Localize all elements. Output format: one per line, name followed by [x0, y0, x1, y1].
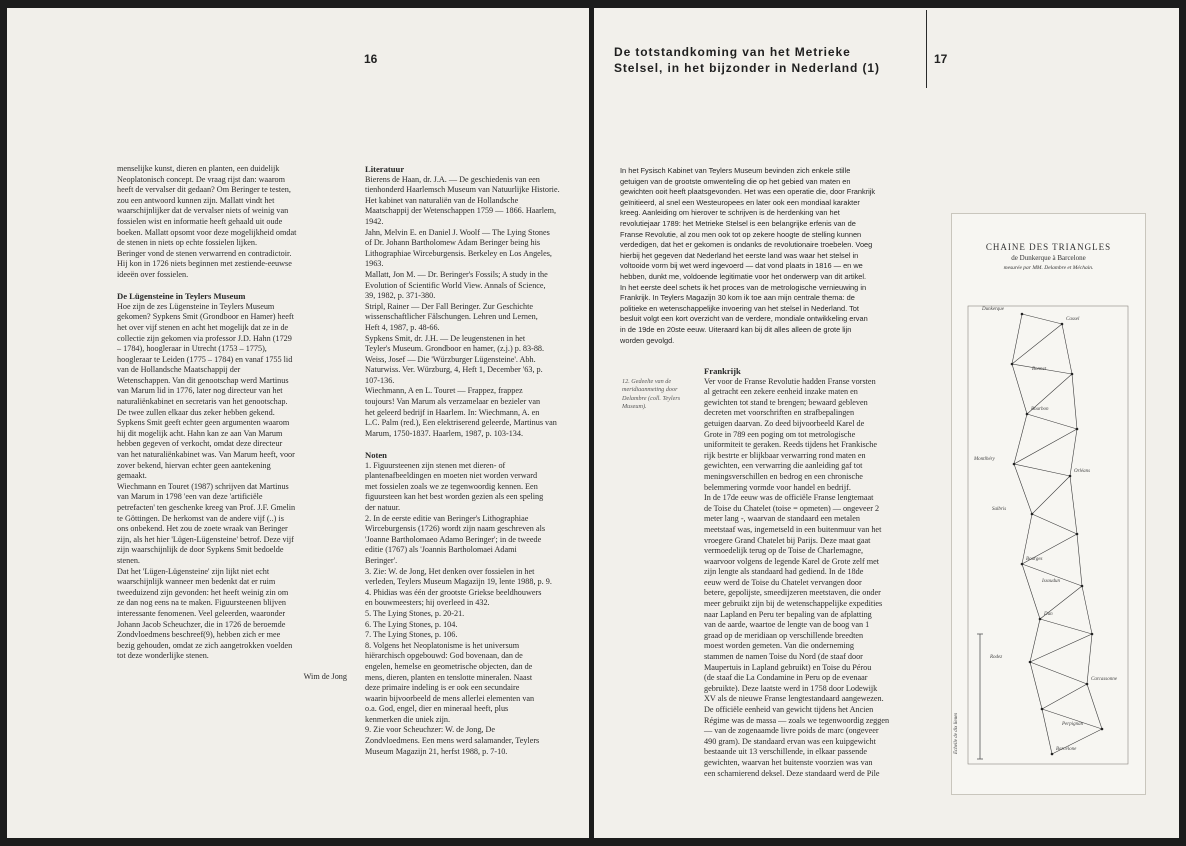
text-line: gewichten, een verwarring die aanleiding gaf tot [704, 461, 863, 471]
text-line: In de 17de eeuw was de officiële Franse lengtemaat [704, 493, 874, 503]
text-line: van de Hollandsche Maatschappij der [117, 365, 241, 375]
text-line: stenen. [117, 555, 140, 565]
text-line: de Toise du Chatelet (toise = opmeten) — ongeveer 2 [704, 503, 880, 513]
triangle-edge [1012, 364, 1027, 414]
caption-line: meridiaanmeting door [622, 386, 678, 394]
station-point [1031, 513, 1034, 516]
text-line: moest worden gemeten. Van die onderneming [704, 641, 854, 651]
place-label: Bourbon [1031, 407, 1049, 412]
literature-heading: Literatuur [365, 164, 405, 174]
triangle-edge [1022, 564, 1040, 619]
literature-line: tienhonderd Haarlemsch Museum van Natuurlijke Historie. [365, 185, 560, 195]
text-line: zover bekend, hiervan echter geen aantekening [117, 460, 271, 470]
intro-line: worden gevolgd. [620, 335, 675, 345]
triangle-edge [1040, 619, 1092, 634]
article-title [614, 44, 934, 76]
note-line: mens, dieren, planten en tenslotte mineralen. Naast [365, 672, 533, 682]
text-line: gemaakt. [117, 471, 147, 481]
note-line: en bouwmeesters; hij overleed in 432. [365, 598, 490, 608]
note-line: Wirceburgensis (1726) wordt zijn naam geschreven als [365, 524, 546, 534]
text-line: al getracht een zekere eenheid inzake maten en [704, 387, 858, 397]
station-point [1061, 323, 1064, 326]
place-label: Salbris [992, 507, 1007, 512]
triangle-edge [1042, 684, 1087, 709]
station-point [1086, 683, 1089, 686]
left-column-2 [365, 164, 585, 757]
note-line: 4. Phidias was één der grootste Griekse beeldhouwers [365, 587, 542, 597]
text-line: ons onbekend. Het zou de zoete wraak van Beringer [117, 524, 288, 534]
text-line: hij dit mogelijk acht. Hahn kan ze aan Van Marum [117, 428, 283, 438]
note-line: 5. The Lying Stones, p. 20-21. [365, 608, 465, 618]
text-line: hebben gegeven of verkocht, omdat deze directeur [117, 439, 283, 449]
triangle-edge [1072, 374, 1077, 429]
intro-line: In het Fysisch Kabinet van Teylers Museum bevinden zich enkele stille [620, 166, 851, 175]
literature-line: 1942. [365, 216, 384, 226]
triangulation-map-plate [951, 213, 1146, 795]
text-line: gekomen? Sypkens Smit (Grondboor en Hamer) heeft [117, 312, 294, 322]
left-page [7, 8, 589, 838]
text-line: – 1784), hoogleraar in Utrecht (1753 – 1775), [117, 344, 267, 354]
text-line: hoogleraar te Leiden (1775 – 1784) en vanaf 1755 lid [117, 354, 293, 364]
note-line: hiërarchisch opgebouwd: God bovenaan, dan de [365, 651, 523, 661]
left-column-1 [117, 164, 347, 683]
right-page [594, 8, 1179, 838]
text-line: meningsverschillen en bedrog en een chronische [704, 471, 863, 481]
intro-line: gewichten ooit heeft plaatsgevonden. Het was een operatie die, door Frankrijk [620, 187, 876, 197]
station-point [1026, 413, 1029, 416]
triangle-edge [1077, 534, 1082, 586]
note-line: verleden, Teylers Museum Magazijn 19, lente 1988, p. 9. [365, 577, 552, 587]
literature-line: Teyler's Museum. Grondboor en hamer, (z.j.) p. 83-88. [365, 344, 545, 354]
triangle-edge [1042, 709, 1052, 754]
note-line: 'Joanne Bartholomaeo Adamo Beringer'; in de tweede [365, 534, 542, 544]
text-line: zou een antwoord kunnen zijn. Mallatt vindt het [117, 195, 275, 205]
triangle-edge [1032, 514, 1077, 534]
place-label: Dun [1044, 612, 1053, 617]
triangle-edge [1027, 414, 1077, 429]
left-column-1-paragraphs [117, 164, 347, 281]
place-label: Dunkerque [982, 307, 1005, 312]
text-line: Maupertuis in Lapland gebruikt) en Toise du Pérou [704, 662, 872, 672]
text-line: Wiechmann en Touret (1987) schrijven dat Martinus [117, 481, 289, 491]
text-line: Zondvloedmens beschreef(9), hebben zich er mee [117, 630, 281, 640]
note-line: deze primaire indeling is er ook een secundaire [365, 683, 520, 693]
frankrijk-text [704, 377, 924, 780]
text-line: heeft de vervalser dit gedaan? Om Beringer te testen, [117, 185, 291, 195]
text-line: Dat het 'Lügen-Lügensteine' zijn lijkt niet echt [117, 566, 270, 576]
text-line: Ver voor de Franse Revolutie hadden Franse vorsten [704, 376, 876, 386]
text-line: stammen de namen Toise du Nord (de staaf door [704, 652, 863, 662]
literature-line: Maatschappij der Wetenschappen 1759 — 1866. Haarlem, [365, 206, 557, 216]
note-line: der natuur. [365, 503, 401, 512]
triangle-edge [1012, 324, 1062, 364]
text-line: te Göttingen. De herkomst van de andere vijf (..) is [117, 513, 284, 523]
note-line: kenmerken die uniek zijn. [365, 714, 451, 724]
station-point [1013, 463, 1016, 466]
literature-line: toujours! Van Marum als verzamelaar en bezieler van [365, 397, 541, 407]
triangle-edge [1082, 586, 1092, 634]
station-point [1039, 618, 1042, 621]
literature-line: 39, 1982, p. 371-380. [365, 291, 436, 301]
text-line: ideeën over fossielen. [117, 269, 189, 279]
place-label: Orléans [1074, 469, 1091, 474]
triangle-edge [1087, 684, 1102, 729]
place-label: Bonnet [1032, 367, 1047, 372]
text-line: vermoedelijk terug op de Toise de Charlemagne, [704, 546, 864, 556]
station-point [1029, 661, 1032, 664]
place-label: Rodez [990, 655, 1003, 660]
notes-list [365, 461, 585, 758]
literature-line: Sypkens Smit, dr. J.H. — De leugenstenen in het [365, 333, 526, 343]
note-line: plantenafbeeldingen en moeten niet worden verward [365, 471, 538, 481]
section-heading-frankrijk: Frankrijk [704, 366, 741, 376]
section-heading-lugensteine: De Lügensteine in Teylers Museum [117, 291, 246, 302]
text-line: zijn waarschijnlijk de door Sypkens Smit bedoelde [117, 545, 284, 555]
text-line: menselijke kunst, dieren en planten, een duidelijk [117, 164, 280, 173]
note-line: Zondvloedmens. Een mens werd salamander, Teylers [365, 736, 540, 746]
note-line: met fossielen zoals we ze tegenwoordig kennen. Een [365, 481, 538, 491]
note-line: 1. Figuursteenen zijn stenen met dieren- of [365, 460, 506, 470]
triangle-edge [1030, 619, 1040, 662]
text-line: Hij kon in 1726 niets beginnen met zestiende-eeuwse [117, 259, 292, 269]
text-line: petrefacten' ten geschenke kreeg van Prof. J.F. Gmelin [117, 503, 296, 512]
text-line: getuigen daarvan. Zo deed bijvoorbeeld Karel de [704, 418, 865, 428]
station-point [1101, 728, 1104, 731]
plate-title: CHAINE DES TRIANGLES [985, 242, 1112, 252]
caption-line: 12. Gedeelte van de [622, 378, 672, 385]
caption-line: Museum). [622, 403, 647, 411]
text-line: Johann Jacob Scheuchzer, die in 1726 de beroemde [117, 619, 286, 629]
text-line: (de staaf die La Condamine in Peru op de evenaar [704, 673, 868, 683]
note-line: o.a. God, engel, dier en mineraal heeft, plus [365, 704, 509, 714]
intro-paragraph [620, 166, 920, 346]
triangle-edge [1070, 476, 1077, 534]
text-line: De twee zullen elkaar dus zeker hebben gekend. [117, 407, 275, 417]
literature-line: Het kabinet van naturaliën van de Hollandsche [365, 195, 519, 205]
text-line: naturaliënkabinet en secretaris van het genootschap. [117, 397, 288, 407]
text-line: 490 gram). De standaard ervan was een kuipgewicht [704, 736, 876, 746]
place-label: Issoudun [1042, 579, 1061, 584]
note-line: 7. The Lying Stones, p. 106. [365, 630, 458, 640]
text-line: Neoplatonisch concept. De vraag rijst dan: waarom [117, 174, 286, 184]
article-title-line-1: De totstandkoming van het Metrieke [614, 45, 851, 59]
note-line: 2. In de eerste editie van Beringer's Lithographiae [365, 513, 529, 523]
literature-line: Wiechmann, A en L. Touret — Frappez, frappez [365, 386, 523, 396]
text-line: collectie zijn gekomen via professor J.D. Hahn (1729 [117, 333, 292, 343]
text-line: interessante fenomenen. Veel geleerden, waaronder [117, 608, 286, 618]
caption-line: Delambre (coll. Teylers [622, 394, 681, 402]
station-point [1069, 475, 1072, 478]
text-line: gebruikte). Deze laatste werd in 1758 door Lodewijk [704, 683, 878, 693]
triangle-edge [1014, 464, 1070, 476]
note-line: 8. Volgens het Neoplatonisme is het universum [365, 640, 520, 650]
triangle-edge [1022, 314, 1062, 324]
triangle-edge [1014, 429, 1077, 464]
intro-line: in de 19de en 20ste eeuw. Uiteraard kan bij dit alles alleen de grote lijn [620, 324, 852, 334]
author-signature: Wim de Jong [303, 671, 347, 681]
text-line: uniformiteit te geraken. Reeds tijdens het Frankische [704, 440, 878, 450]
page-number-right: 17 [934, 52, 948, 66]
place-label: Perpignan [1062, 722, 1084, 727]
literature-line: 107-136. [365, 375, 395, 385]
map-frame [968, 306, 1128, 764]
text-line: fossielen wist en informatie heeft gehaald uit oude [117, 216, 283, 226]
note-line: figuursteen kan het best worden gezien als een speling [365, 492, 544, 502]
note-line: Museum Magazijn 21, herfst 1988, p. 7-10. [365, 746, 508, 756]
station-point [1041, 708, 1044, 711]
text-line: bestaande uit 13 verschillende, in elkaar passende [704, 747, 868, 757]
text-line: de stenen in niets op echte fossielen lijken. [117, 238, 258, 248]
plate-subtitle: de Dunkerque à Barcelone [1011, 254, 1086, 262]
text-line: Beringer vond de stenen verwarrend en contradictoir. [117, 248, 292, 258]
text-line: Régime was de massa — zoals we tegenwoordig zeggen [704, 715, 890, 725]
text-line: De officiële eenheid van gewicht tijdens het Ancien [704, 705, 874, 714]
intro-line: Frankrijk. In Teylers Magazijn 30 kom ik toe aan mijn centrale thema: de [620, 293, 855, 303]
text-line: meer gebruikt zijn bij de wetenschappelijke expedities [704, 599, 883, 609]
literature-line: 1963. [365, 259, 384, 269]
left-column-1-section-text [117, 302, 347, 662]
station-point [1091, 633, 1094, 636]
place-label: Montlhéry [974, 457, 995, 462]
intro-line: hebben, dunkt me, voldoende legitimatie voor het onderwerp van dit artikel. [620, 271, 867, 281]
place-label: Carcassonne [1091, 677, 1117, 682]
note-line: 9. Zie voor Scheuchzer: W. de Jong, De [365, 725, 496, 735]
text-line: meter lang -, waarvan de standaard een metalen [704, 514, 860, 524]
text-line: waarschijnlijk wanneer men bedenkt dat er ruim [117, 577, 276, 587]
text-line: tot deze wonderlijke stenen. [117, 651, 209, 661]
triangle-edge [1030, 634, 1092, 662]
intro-line: hierbij het gegeven dat Nederland het eerste land was waar het stelsel in [620, 250, 859, 260]
text-line: belemmering vormde voor handel en bedrijf. [704, 482, 851, 492]
note-line: Beringer'. [365, 555, 398, 565]
text-line: van Marum in 1798 'een van deze 'artificiële [117, 492, 263, 502]
intro-line: revolutiejaar 1789: het Metrieke Stelsel is een belangrijke erfenis van de [620, 218, 856, 228]
triangle-edge [1014, 464, 1032, 514]
triangulation-chain-drawing [952, 214, 1145, 794]
intro-line: getuigen van de grootste omwenteling die op het gebied van maten en [620, 176, 851, 186]
intro-line: kreeg. Aanleiding om hierover te schrijven is de herdenking van het [620, 208, 840, 218]
triangle-edge [1030, 662, 1087, 684]
triangle-edge [1030, 662, 1042, 709]
note-line: engelen, hemelse en geometrische objecten, dan de [365, 661, 533, 671]
text-line: rijk bestrte er blijkbaar verwarring rond maten en [704, 450, 866, 460]
intro-line: In het eerste deel schets ik het proces van de metrologische vernieuwing in [620, 282, 867, 292]
place-label: Cassel [1066, 317, 1080, 322]
text-line: van Marum lid in 1776, later nog directeur van het [117, 386, 283, 396]
intro-line: voltooide vorm bij wet werd ingevoerd — dat vond plaats in 1816 — en we [620, 261, 863, 271]
text-line: meetstaaf was, ingemetseld in een buitenmuur van het [704, 524, 882, 534]
note-line: 3. Zie: W. de Jong, Het denken over fossielen in het [365, 566, 535, 576]
literature-line: Bierens de Haan, dr. J.A. — De geschiedenis van een [365, 174, 540, 184]
text-line: gewichten, waarvan het buitenste voorzien was van [704, 757, 873, 767]
text-line: decreten met voorschriften en strafbepalingen [704, 408, 855, 418]
station-point [1051, 753, 1054, 756]
intro-line: politieke en wetenschappelijke invoering van het stelsel in Nederland. Tot [620, 303, 859, 313]
text-line: zijn lengte als standaard had gediend. In de 18de [704, 567, 864, 577]
figure-caption [622, 378, 692, 412]
text-line: naar Lapland en Peru ter bepaling van de afplatting [704, 609, 872, 619]
intro-line: verdedigen, dat het er gekomen is ondanks de revolutionaire troebelen. Voeg [620, 240, 873, 250]
text-line: bezig gehouden, omdat ze zich aangetrokken voelden [117, 640, 293, 650]
notes-heading: Noten [365, 450, 387, 461]
literature-line: Lithographiae Wirceburgensis. Berkeley en Los Angeles, [365, 248, 552, 258]
text-line: — van de zogenaamde livre poids de marc (ongeveer [704, 726, 879, 736]
text-line: waarvoor volgens de legende Karel de Grote zelf met [704, 556, 880, 566]
text-line: boeken. Mallatt opsomt voor deze mogelijkheid omdat [117, 227, 297, 237]
text-line: van de aarde, waartoe de lengte van de boog van 1 [704, 620, 870, 630]
literature-line: Heft 4, 1987, p. 48-66. [365, 322, 440, 332]
triangle-edge [1062, 324, 1072, 374]
text-line: ze dan nog eens na te maken. Figuursteenen blijven [117, 598, 286, 608]
literature-line: wissenschaftlicher Fälschungen. Lehren und Lernen, [365, 312, 538, 322]
text-line: van het naturaliënkabinet was. Van Marum heeft, voor [117, 450, 295, 460]
text-line: zijn, als het hier 'Lügen-Lügensteine' betrof. Deze vijf [117, 534, 294, 544]
place-label: Barcelone [1056, 747, 1077, 752]
page-number-left: 16 [364, 52, 378, 66]
text-line: betere, gepolijste, smeedijzeren meetstaven, die onder [704, 588, 881, 598]
text-line: Grote in 789 een poging om tot metrologische [704, 429, 856, 439]
plate-scale-label: Echelle de dix lieues [954, 712, 959, 754]
text-line: gewichten tot stand te brengen; bewaard gebleven [704, 397, 868, 407]
note-line: 6. The Lying Stones, p. 104. [365, 619, 458, 629]
article-title-line-2: Stelsel, in het bijzonder in Nederland (1) [614, 61, 880, 75]
literature-line: Evolution of Scientific World View. Annals of Science, [365, 280, 546, 290]
intro-line: geïnitieerd, al snel een Westeuropees en later ook een mondiaal karakter [620, 197, 860, 207]
literature-line: Naturwiss. Ver. Würzburg, 4, Heft 1, December '63, p. [365, 365, 543, 375]
triangle-edge [1012, 314, 1022, 364]
literature-line: Mallatt, Jon M. — Dr. Beringer's Fossils; A study in the [365, 269, 548, 279]
station-point [1021, 313, 1024, 316]
station-point [1071, 373, 1074, 376]
station-point [1076, 428, 1079, 431]
text-line: waarschijnlijker dat de vervalser niets of weinig van [117, 206, 289, 216]
intro-line: Franse Revolutie, al zou men ook tot op zekere hoogte de stelling kunnen [620, 229, 862, 239]
place-label: Bourges [1026, 557, 1043, 562]
text-line: XV als de nieuwe Franse lengtestandaard aangewezen. [704, 694, 884, 704]
note-line: editie (1767) als 'Joannis Bartholomaei Adami [365, 545, 517, 555]
triangle-edge [1014, 414, 1027, 464]
triangle-edge [1032, 476, 1070, 514]
text-line: Wetenschappen. Van dit genootschap werd Martinus [117, 375, 289, 385]
text-line: graad op de meridiaan op verschillende breedten [704, 630, 864, 640]
text-line: Sypkens Smit geeft echter geen argumenten waarom [117, 418, 290, 428]
text-line: eeuw werd de Toise du Chatelet vervangen door [704, 577, 862, 587]
literature-line: Marum, 1750-1837. Haarlem, 1987, p. 103-134. [365, 428, 524, 438]
right-column [704, 366, 924, 779]
literature-line: of Dr. Johann Bartholomew Adam Beringer being his [365, 238, 541, 248]
station-point [1011, 363, 1014, 366]
literature-line: Weiss, Josef — Die 'Würzburger Lügensteine'. Abh. [365, 354, 536, 364]
literature-line: L.C. Palm (red.), Een elektriserend geleerde, Martinus van [365, 418, 557, 428]
intro-line: besluit volgt een kort overzicht van de verdere, mondiale ontwikkeling ervan [620, 314, 868, 324]
text-line: het over vijf stenen en acht het mogelijk dat ze in de [117, 322, 289, 332]
text-line: een scharnierend deksel. Deze standaard werd de Pile [704, 768, 880, 778]
literature-line: Jahn, Melvin E. en Daniel J. Woolf — The Lying Stones [365, 227, 550, 237]
title-divider-rule [926, 10, 927, 88]
station-point [1021, 563, 1024, 566]
station-point [1081, 585, 1084, 588]
triangle-chain [1011, 313, 1104, 756]
text-line: tweeduizend zijn gevonden: het heeft weinig zin om [117, 587, 289, 597]
station-point [1076, 533, 1079, 536]
note-line: waarin bijvoorbeeld de mens allerlei elementen van [365, 693, 535, 703]
literature-line: het geleerd bedrijf in Haarlem. In: Wiechmann, A. en [365, 407, 540, 417]
text-line: Hoe zijn de zes Lügensteine in Teylers Museum [117, 301, 275, 311]
literature-line: Stripl, Rainer — Der Fall Beringer. Zur Geschichte [365, 301, 534, 311]
text-line: vroegere Grand Chatelet bij Parijs. Deze maat gaat [704, 535, 871, 545]
plate-credit: mesurée par MM. Delambre et Méchain. [1003, 265, 1094, 271]
literature-list [365, 175, 585, 440]
